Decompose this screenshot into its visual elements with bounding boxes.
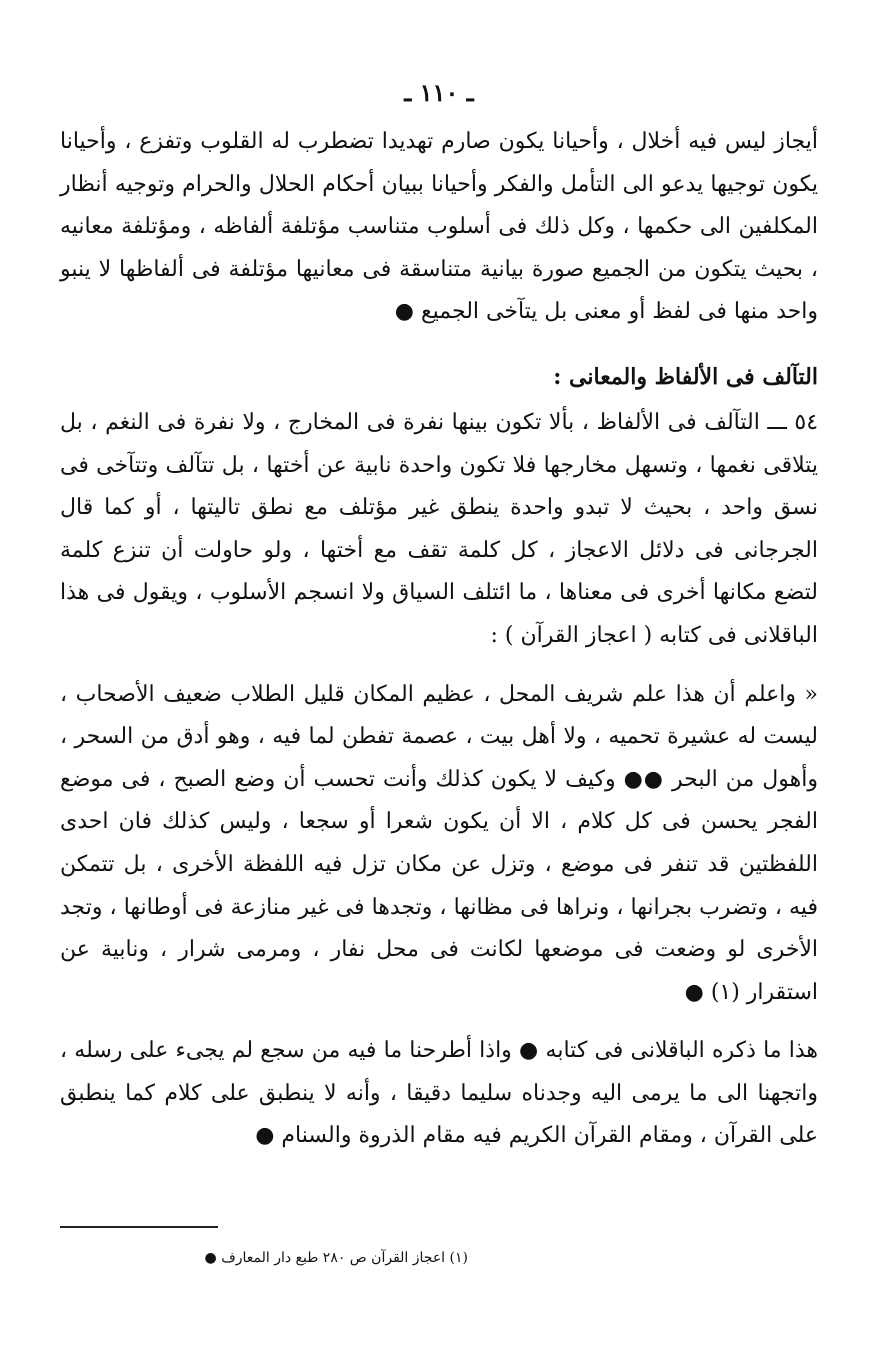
closing-paragraph: هذا ما ذكره الباقلانى فى كتابه ● واذا أطرحنا ما فيه من سجع لم يجىء على رسله ، واتجهنا الى ما يرمى اليه وجدناه سليما دقيقا ، وأنه لا ينطبق على كلام كما ينطبق على القرآن ، ومقام القرآن الكريم فيه مقام الذروة والسنام ● (60, 1038, 818, 1149)
book-page (60, 78, 818, 1358)
intro-paragraph: أيجاز ليس فيه أخلال ، وأحيانا يكون صارم تهديدا تضطرب له القلوب وتفزع ، وأحيانا يكون توجيها يدعو الى التأمل والفكر وأحيانا ببيان أحكام الحلال والحرام وتوجيه أنظار المكلفين الى حكمها ، وكل ذلك فى أسلوب متناسب مؤتلفة ألفاظه ، ومؤتلفة معانيه ، بحيث يتكون من الجميع صورة بيانية متناسقة فى معانيها مؤتلفة فى ألفاظها لا ينبو واحد منها فى لفظ أو معنى بل يتآخى الجميع ● (60, 129, 818, 325)
baqillani-quote: « واعلم أن هذا علم شريف المحل ، عظيم المكان قليل الطلاب ضعيف الأصحاب ، ليست له عشيرة تحميه ، ولا أهل بيت ، عصمة تفطن لما فيه ، وهو أدق من السحر ، وأهول من البحر ●● وكيف لا يكون كذلك وأنت تحسب أن وضع الصبح ، فى موضع الفجر يحسن فى كل كلام ، الا أن يكون شعرا أو سجعا ، وليس كذلك فان احدى اللفظتين قد تنفر فى موضع ، وتزل عن مكان تزل فيه اللفظة الأخرى ، بل تتمكن فيه ، وتضرب بجرانها ، ونراها فى مظانها ، وتجدها فى غير منازعة فى أوطانها ، وتجد الأخرى لو وضعت فى موضعها لكانت فى محل نفار ، ومرمى شرار ، ونابية عن استقرار (١) ● (60, 681, 818, 1005)
footnote-divider (60, 1226, 218, 1228)
page-number: ـ ١١٠ ـ (404, 78, 474, 107)
paragraph-54: ٥٤ ـــ التآلف فى الألفاظ ، بألا تكون بينها نفرة فى المخارج ، ولا نفرة فى النغم ، بل يتلاقى نغمها ، وتسهل مخارجها فلا تكون واحدة نابية عن أختها ، بل تتآلف وتتآخى فى نسق واحد ، بحيث لا تبدو واحدة ينطق غير مؤتلف مع نطق تاليتها ، أو كما قال الجرجانى فى دلائل الاعجاز ، كل كلمة تقف مع أختها ، ولو حاولت أن تنزع كلمة لتضع مكانها أخرى فى معناها ، ما ائتلف السياق ولا انسجم الأسلوب ، ويقول فى هذا الباقلانى فى كتابه ( اعجاز القرآن ) : (60, 409, 819, 648)
section-heading: التآلف فى الألفاظ والمعانى : (553, 363, 818, 390)
footnote: (١) اعجاز القرآن ص ٢٨٠ طبع دار المعارف ● (204, 1250, 468, 1266)
